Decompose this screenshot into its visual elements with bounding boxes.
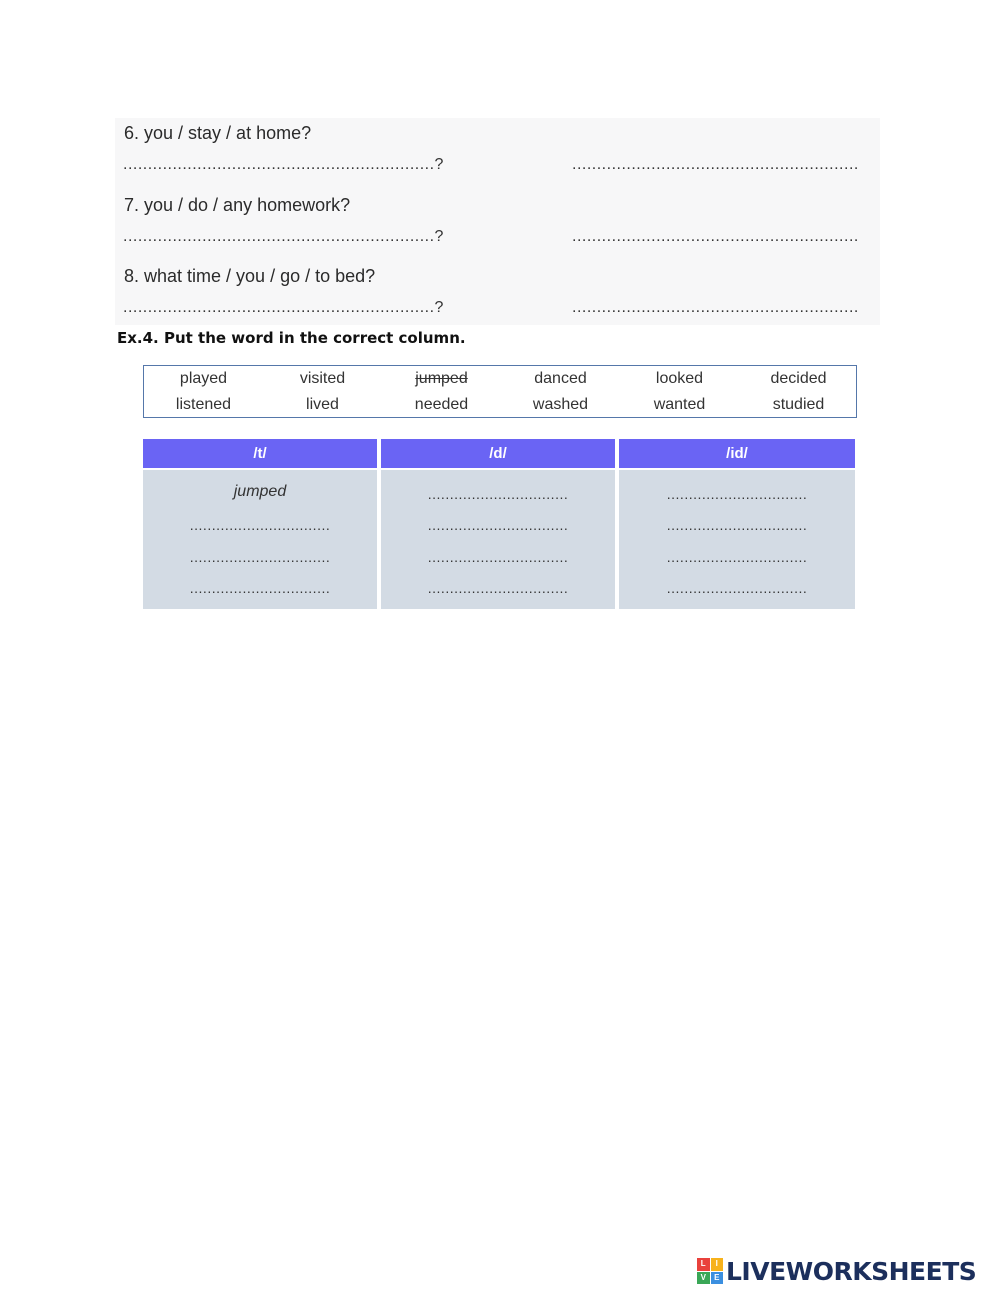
word-washed: washed — [532, 396, 589, 413]
word-played: played — [179, 370, 228, 387]
answer-blank[interactable]: ................................ — [189, 549, 331, 565]
word-looked: looked — [655, 370, 704, 387]
answer-blank[interactable]: ................................ — [189, 517, 331, 533]
word-needed: needed — [414, 396, 469, 413]
column-body-t — [143, 470, 377, 609]
word-bank — [143, 365, 857, 418]
sorting-table — [143, 439, 855, 609]
logo-letter-l: L — [697, 1258, 710, 1271]
exercise-title: Ex.4. Put the word in the correct column. — [117, 329, 466, 347]
answer-blank[interactable]: ................................ — [666, 486, 808, 502]
column-d — [381, 439, 615, 609]
column-body-id — [619, 470, 855, 609]
column-body-d — [381, 470, 615, 609]
logo-icon — [697, 1258, 723, 1284]
questions-panel — [115, 118, 880, 325]
logo-letter-i: I — [711, 1258, 724, 1271]
word-jumped: jumped — [415, 370, 468, 387]
short-answer-blank-7[interactable]: .......................................................... — [572, 228, 859, 245]
logo-letter-v: V — [697, 1272, 710, 1285]
word-lived: lived — [306, 396, 339, 413]
word-studied: studied — [772, 396, 825, 413]
column-t — [143, 439, 377, 609]
answer-blank[interactable]: ................................ — [666, 517, 808, 533]
example-answer: jumped — [233, 483, 287, 500]
answer-blank-8[interactable]: ...............................................................? — [123, 299, 444, 316]
logo-text: LIVEWORKSHEETS — [726, 1256, 977, 1286]
word-wanted: wanted — [653, 396, 706, 413]
column-header-id: /id/ — [619, 439, 855, 468]
answer-blank[interactable]: ................................ — [427, 580, 569, 596]
word-visited: visited — [299, 370, 346, 387]
column-header-d: /d/ — [381, 439, 615, 468]
short-answer-blank-8[interactable]: .......................................................... — [572, 299, 859, 316]
answer-blank[interactable]: ................................ — [666, 580, 808, 596]
answer-blank-7[interactable]: ...............................................................? — [123, 228, 444, 245]
word-listened: listened — [175, 396, 232, 413]
liveworksheets-logo — [697, 1256, 976, 1286]
answer-blank[interactable]: ................................ — [427, 486, 569, 502]
question-6: 6. you / stay / at home? — [124, 123, 312, 143]
column-id — [619, 439, 855, 609]
logo-letter-e: E — [711, 1272, 724, 1285]
word-decided: decided — [770, 370, 827, 387]
word-danced: danced — [534, 370, 587, 387]
answer-blank[interactable]: ................................ — [666, 549, 808, 565]
answer-blank[interactable]: ................................ — [427, 549, 569, 565]
question-8: 8. what time / you / go / to bed? — [124, 266, 376, 286]
question-7: 7. you / do / any homework? — [124, 195, 351, 215]
answer-blank-6[interactable]: ...............................................................? — [123, 156, 444, 173]
answer-blank[interactable]: ................................ — [427, 517, 569, 533]
answer-blank[interactable]: ................................ — [189, 580, 331, 596]
column-header-t: /t/ — [143, 439, 377, 468]
short-answer-blank-6[interactable]: .......................................................... — [572, 156, 859, 173]
